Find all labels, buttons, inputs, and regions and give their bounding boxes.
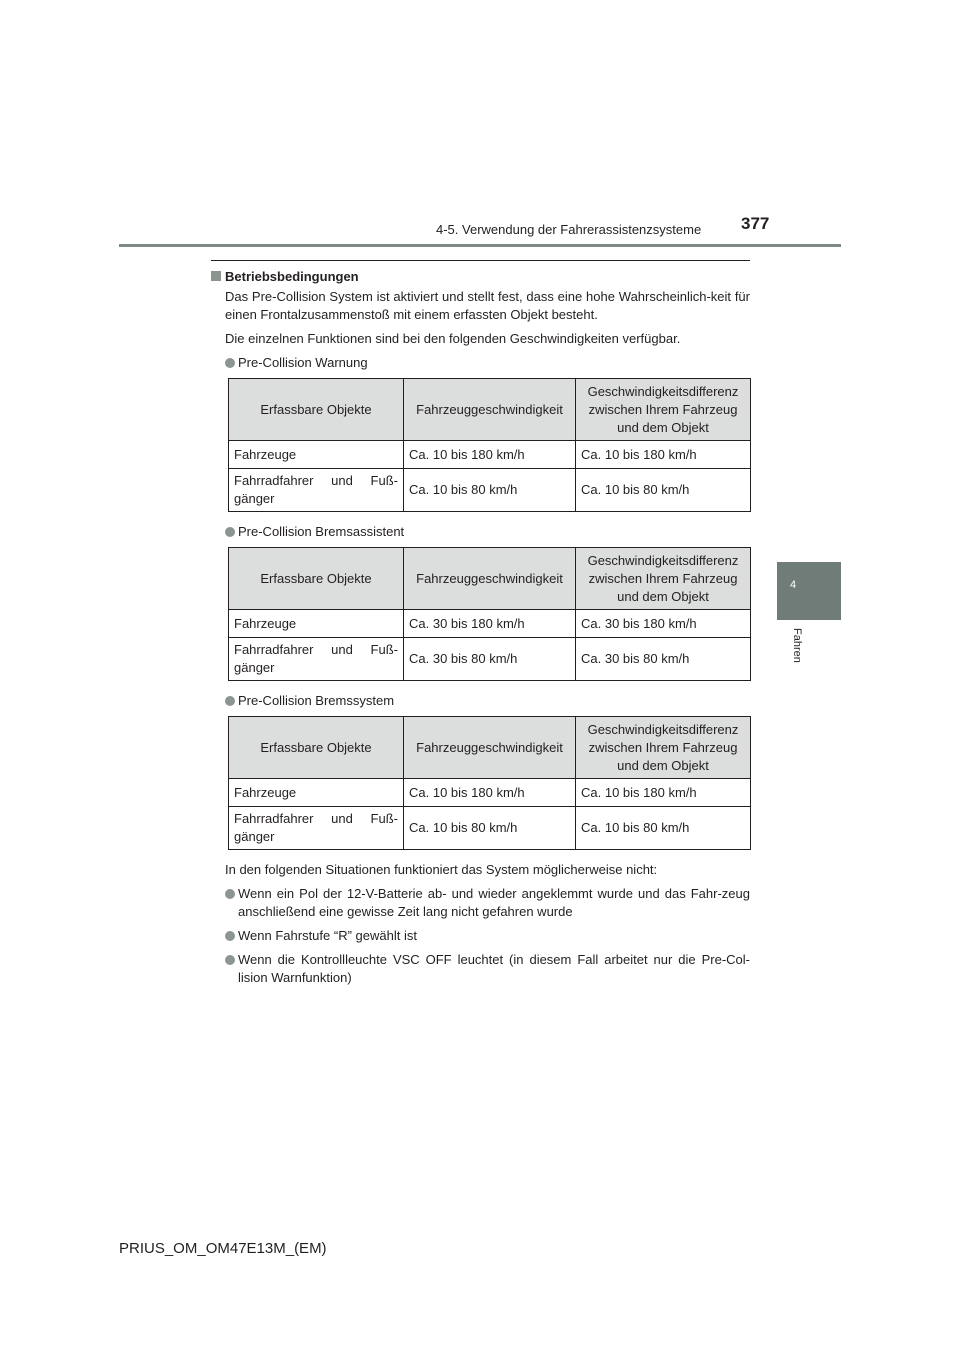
- section-title: [211, 269, 750, 284]
- intro-paragraph: Das Pre-Collision System ist aktiviert und stellt fest, dass eine hohe Wahrscheinlich-keit für einen Frontalzusammenstoß mit einem erfassten Objekt besteht.: [225, 289, 750, 322]
- document-id: PRIUS_OM_OM47E13M_(EM): [119, 1240, 327, 1257]
- header-cell: Geschwindigkeitsdifferenz zwischen Ihrem Fahrzeug und dem Objekt: [576, 717, 751, 779]
- table-cell: Fahrradfahrer und Fuß-gänger: [229, 469, 404, 512]
- limitation-item: [225, 927, 750, 945]
- limitation-item: [225, 951, 750, 987]
- header-cell: Geschwindigkeitsdifferenz zwischen Ihrem Fahrzeug und dem Objekt: [576, 548, 751, 610]
- header-cell: Erfassbare Objekte: [229, 717, 404, 779]
- table-header-row: [229, 379, 751, 441]
- table-caption-text: Pre-Collision Warnung: [238, 355, 368, 370]
- table-caption: [225, 692, 750, 710]
- speed-table-brake-system: [228, 716, 751, 850]
- limitations-intro: In den folgenden Situationen funktioniert das System möglicherweise nicht:: [225, 862, 658, 877]
- header-cell: Fahrzeuggeschwindigkeit: [404, 548, 576, 610]
- chapter-tab[interactable]: [777, 562, 841, 620]
- header-cell: Fahrzeuggeschwindigkeit: [404, 379, 576, 441]
- chapter-tab-number: 4: [790, 579, 797, 591]
- header-cell: Geschwindigkeitsdifferenz zwischen Ihrem Fahrzeug und dem Objekt: [576, 379, 751, 441]
- table-cell: Ca. 10 bis 180 km/h: [404, 779, 576, 807]
- round-bullet-icon: [225, 696, 235, 706]
- section-title-text: Betriebsbedingungen: [225, 269, 359, 284]
- chapter-header: 4-5. Verwendung der Fahrerassistenzsysteme: [436, 222, 702, 237]
- header-divider: [119, 244, 841, 247]
- table-row: [229, 610, 751, 638]
- chapter-tab-label: Fahren: [791, 628, 803, 663]
- round-bullet-icon: [225, 955, 235, 965]
- square-bullet-icon: [211, 271, 221, 281]
- table-cell: Fahrzeuge: [229, 441, 404, 469]
- table-row: [229, 638, 751, 681]
- header-cell: Fahrzeuggeschwindigkeit: [404, 717, 576, 779]
- table-caption: [225, 354, 750, 372]
- round-bullet-icon: [225, 931, 235, 941]
- table-cell: Ca. 30 bis 180 km/h: [576, 610, 751, 638]
- limitation-text: Wenn ein Pol der 12-V-Batterie ab- und wieder angeklemmt wurde und das Fahr-zeug anschließend eine gewisse Zeit lang nicht gefahren wurde: [238, 886, 750, 919]
- round-bullet-icon: [225, 358, 235, 368]
- header-cell: Erfassbare Objekte: [229, 548, 404, 610]
- table-cell: Ca. 30 bis 180 km/h: [404, 610, 576, 638]
- table-row: [229, 441, 751, 469]
- table-cell: Ca. 10 bis 80 km/h: [576, 469, 751, 512]
- table-header-row: [229, 548, 751, 610]
- table-cell: Fahrradfahrer und Fuß-gänger: [229, 807, 404, 850]
- table-cell: Ca. 10 bis 80 km/h: [404, 469, 576, 512]
- limitation-text: Wenn die Kontrollleuchte VSC OFF leuchtet (in diesem Fall arbeitet nur die Pre-Col-lision Warnfunktion): [238, 952, 750, 985]
- limitation-item: [225, 885, 750, 921]
- speed-table-warning: [228, 378, 751, 512]
- table-cell: Ca. 10 bis 80 km/h: [404, 807, 576, 850]
- table-cell: Ca. 10 bis 180 km/h: [576, 779, 751, 807]
- table-header-row: [229, 717, 751, 779]
- table-cell: Ca. 30 bis 80 km/h: [404, 638, 576, 681]
- table-cell: Ca. 10 bis 180 km/h: [576, 441, 751, 469]
- speed-table-brake-assist: [228, 547, 751, 681]
- table-cell: Fahrzeuge: [229, 610, 404, 638]
- table-cell: Fahrzeuge: [229, 779, 404, 807]
- header-cell: Erfassbare Objekte: [229, 379, 404, 441]
- round-bullet-icon: [225, 527, 235, 537]
- table-caption-text: Pre-Collision Bremsassistent: [238, 524, 405, 539]
- round-bullet-icon: [225, 889, 235, 899]
- speed-paragraph: Die einzelnen Funktionen sind bei den folgenden Geschwindigkeiten verfügbar.: [225, 331, 681, 346]
- table-caption: [225, 523, 750, 541]
- table-caption-text: Pre-Collision Bremssystem: [238, 693, 395, 708]
- table-cell: Ca. 10 bis 80 km/h: [576, 807, 751, 850]
- table-row: [229, 779, 751, 807]
- limitation-text: Wenn Fahrstufe “R” gewählt ist: [238, 928, 417, 943]
- page-number: 377: [741, 214, 770, 233]
- table-cell: Ca. 10 bis 180 km/h: [404, 441, 576, 469]
- table-row: [229, 807, 751, 850]
- section-divider: [211, 260, 750, 261]
- table-cell: Fahrradfahrer und Fuß-gänger: [229, 638, 404, 681]
- table-row: [229, 469, 751, 512]
- main-content: [211, 260, 750, 993]
- table-cell: Ca. 30 bis 80 km/h: [576, 638, 751, 681]
